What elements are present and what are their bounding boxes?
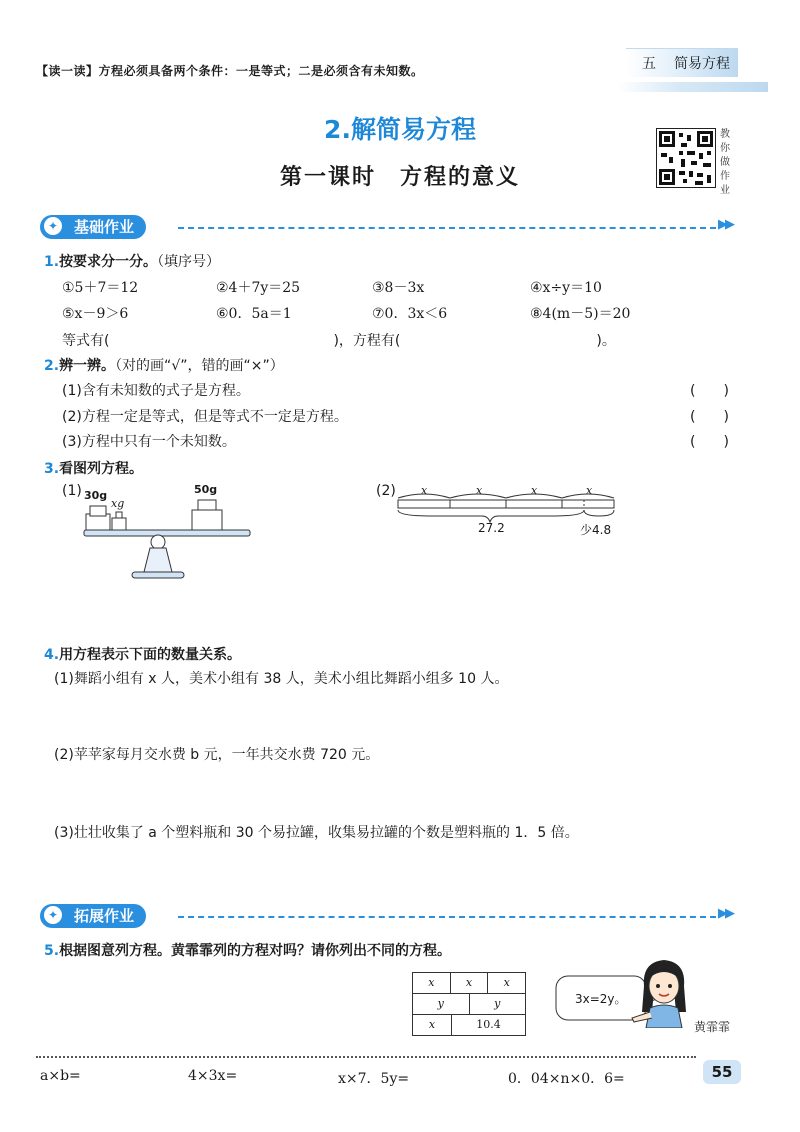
section-basic-badge [40,215,146,239]
double-arrow-icon: ▶▶ [718,906,732,921]
q4-problem-1: (1)舞蹈小组有 x 人，美术小组有 38 人，美术小组比舞蹈小组多 10 人。 [54,671,509,687]
weight-x-label: xg [111,497,125,510]
speech-bubble-text: 3x=2y。 [575,992,627,1006]
section-extend-title: 拓展作业 [74,907,135,925]
question-3-number: 3. [44,461,60,477]
q1-item-6: ⑥0．5a＝1 [216,306,292,322]
question-5-title [44,940,451,960]
character-name: 黄霏霏 [694,1020,731,1034]
chapter-tab-decoration [618,82,768,92]
chapter-tab [626,48,738,77]
question-2-hint: （对的画“√”，错的画“×”） [115,358,284,374]
section-divider [178,227,716,229]
q1-item-4: ④x÷y＝10 [530,280,602,296]
grid-cell: x [413,973,451,993]
question-4-number: 4. [44,647,60,663]
chapter-number: 五 [642,56,656,72]
question-1-hint: （填序号） [157,254,221,270]
footer-expr-1: a×b= [40,1068,81,1084]
q5-grid [412,972,526,1036]
question-2-number: 2. [44,358,60,374]
footer-divider [36,1056,696,1058]
lesson-subtitle: 第一课时 方程的意义 [279,165,520,190]
grid-cell: x [503,976,510,989]
lesson-title: 2.解简易方程 [324,115,476,144]
q1-item-8: ⑧4(m－5)＝20 [530,306,631,322]
segment-total-label: 27.2 [478,521,505,535]
grid-cell: x [451,973,489,993]
q2-answer-bracket-2[interactable]: ( ) [690,409,729,425]
grid-cell: y [494,997,501,1010]
footer-expr-3: x×7．5y= [338,1071,410,1087]
q1-item-5: ⑤x－9＞6 [62,306,129,322]
chapter-name: 简易方程 [674,56,730,72]
segment-less-label: 少4.8 [580,523,612,537]
q4-problem-3: (3)壮壮收集了 a 个塑料瓶和 30 个易拉罐，收集易拉罐的个数是塑料瓶的 1．5 倍。 [54,825,579,841]
question-5-number: 5. [44,943,60,959]
q1-item-1: ①5＋7＝12 [62,280,139,296]
grid-cell: 10.4 [476,1018,501,1031]
q1-item-2: ②4＋7y＝25 [216,280,301,296]
q2-statement-1: (1)含有未知数的式子是方程。 [62,383,250,399]
footer-expr-4: 0．04×n×0．6= [508,1071,625,1087]
question-4-text: 用方程表示下面的数量关系。 [59,647,242,663]
q1-item-7: ⑦0．3x＜6 [372,306,448,322]
question-4-title [44,644,241,664]
qr-caption: 教你做作业 [720,129,730,196]
question-2-title [44,355,284,375]
question-1-number: 1. [44,254,60,270]
q1-answer-blanks[interactable]: 等式有( )，方程有( )。 [62,333,616,349]
weight-30g-label: 30g [84,489,108,502]
question-5-text: 根据图意列方程。黄霏霏列的方程对吗？请你列出不同的方程。 [59,943,452,959]
section-extend-badge [40,904,146,928]
q1-item-3: ③8－3x [372,280,425,296]
lightbulb-icon: ✦ [44,906,62,924]
lightbulb-icon: ✦ [44,217,62,235]
figure-1-label: (1) [62,483,82,499]
section-divider [178,916,716,918]
page-number: 55 [703,1060,741,1084]
footer-expr-2: 4×3x= [188,1068,238,1084]
section-basic-title: 基础作业 [74,218,135,236]
question-3-title [44,458,143,478]
figure-2-label: (2) [376,483,396,499]
double-arrow-icon: ▶▶ [718,217,732,232]
question-2-text: 辨一辨。 [59,358,116,374]
grid-cell: x [413,1015,452,1035]
q4-problem-2: (2)苹苹家每月交水费 b 元，一年共交水费 720 元。 [54,747,380,763]
segment-var-1: x [421,484,428,497]
qr-code-icon[interactable] [656,128,716,188]
question-3-text: 看图列方程。 [59,461,144,477]
segment-var-3: x [531,484,538,497]
reading-tip: 【读一读】方程必须具备两个条件：一是等式；二是必须含有未知数。 [36,64,424,78]
question-1-title [44,251,220,271]
weight-50g-label: 50g [194,483,218,496]
segment-var-4: x [586,484,593,497]
segment-var-2: x [476,484,483,497]
q2-statement-2: (2)方程一定是等式，但是等式不一定是方程。 [62,409,348,425]
grid-cell: y [413,994,470,1014]
q2-statement-3: (3)方程中只有一个未知数。 [62,434,236,450]
q2-answer-bracket-3[interactable]: ( ) [690,434,729,450]
question-1-text: 按要求分一分。 [59,254,158,270]
girl-avatar-icon [624,956,704,1028]
q2-answer-bracket-1[interactable]: ( ) [690,383,729,399]
